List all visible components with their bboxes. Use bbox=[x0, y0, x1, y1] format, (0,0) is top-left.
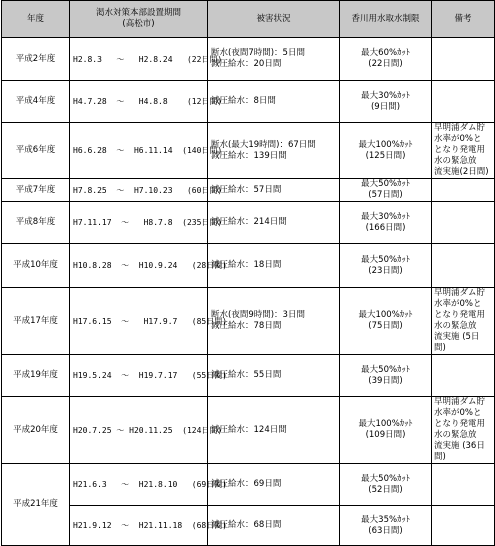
status-cell bbox=[208, 179, 340, 202]
note-cell bbox=[432, 123, 495, 179]
status-line: 減圧給水：69日間 bbox=[211, 479, 282, 489]
table-row bbox=[2, 244, 495, 288]
note-cell bbox=[432, 179, 495, 202]
header-limit: 香川用水取水制限 bbox=[340, 1, 432, 38]
status-cell bbox=[208, 506, 340, 546]
note-cell bbox=[432, 464, 495, 506]
header-year: 年度 bbox=[2, 1, 70, 38]
period-cell: H19.5.24 ～ H19.7.17 (55日間) bbox=[70, 355, 208, 397]
status-line: 減圧給水：139日間 bbox=[211, 150, 287, 161]
status-cell bbox=[208, 123, 340, 179]
table-row bbox=[2, 355, 495, 397]
period-cell: H7.8.25 ～ H7.10.23 (60日間) bbox=[70, 179, 208, 202]
status-cell bbox=[208, 464, 340, 506]
period-cell: H6.6.28 ～ H6.11.14 (140日間) bbox=[70, 123, 208, 179]
note-line: 流実施 (36日間) bbox=[434, 441, 485, 462]
note-cell bbox=[432, 397, 495, 464]
year-cell: 平成7年度 bbox=[2, 179, 70, 202]
limit-max: 最大30%ｶｯﾄ bbox=[361, 90, 410, 101]
note-line: となり発電用水の緊急放 bbox=[434, 310, 486, 331]
limit-cell bbox=[340, 81, 432, 123]
note-line: 流実施 (5日間) bbox=[434, 332, 480, 353]
limit-cell bbox=[340, 179, 432, 202]
status-line: 減圧給水：57日間 bbox=[211, 184, 282, 195]
status-cell bbox=[208, 202, 340, 244]
limit-days: (63日間) bbox=[368, 525, 403, 536]
table-row bbox=[2, 38, 495, 81]
period-cell: H10.8.28 ～ H10.9.24 (28日間) bbox=[70, 244, 208, 288]
limit-cell bbox=[340, 38, 432, 81]
limit-days: (109日間) bbox=[365, 430, 406, 440]
year-cell: 平成6年度 bbox=[2, 123, 70, 179]
status-line: 減圧給水：68日間 bbox=[211, 520, 282, 530]
status-line: 減圧給水：55日間 bbox=[211, 370, 282, 380]
table-row bbox=[2, 464, 495, 506]
limit-days: (22日間) bbox=[368, 59, 403, 69]
table-row bbox=[2, 202, 495, 244]
table-header-row bbox=[2, 1, 495, 38]
year-cell: 平成4年度 bbox=[2, 81, 70, 123]
status-cell bbox=[208, 397, 340, 464]
header-period bbox=[70, 1, 208, 38]
limit-max: 最大50%ｶｯﾄ bbox=[361, 179, 410, 189]
limit-cell bbox=[340, 397, 432, 464]
table-row bbox=[2, 397, 495, 464]
limit-cell bbox=[340, 288, 432, 355]
limit-max: 最大100%ｶｯﾄ bbox=[358, 310, 413, 320]
limit-cell bbox=[340, 355, 432, 397]
year-cell: 平成2年度 bbox=[2, 38, 70, 81]
table-row bbox=[2, 179, 495, 202]
limit-max: 最大60%ｶｯﾄ bbox=[361, 48, 410, 58]
status-line: 減圧給水：8日間 bbox=[211, 96, 276, 106]
note-line: となり発電用水の緊急放 bbox=[434, 145, 486, 166]
table-row bbox=[2, 288, 495, 355]
limit-days: (125日間) bbox=[365, 150, 406, 161]
note-line: となり発電用水の緊急放 bbox=[434, 419, 486, 440]
limit-cell bbox=[340, 506, 432, 546]
limit-max: 最大50%ｶｯﾄ bbox=[361, 254, 410, 265]
table-row bbox=[2, 123, 495, 179]
note-cell bbox=[432, 202, 495, 244]
header-status: 被害状況 bbox=[208, 1, 340, 38]
limit-days: (57日間) bbox=[368, 190, 403, 200]
year-cell: 平成17年度 bbox=[2, 288, 70, 355]
limit-max: 最大30%ｶｯﾄ bbox=[361, 211, 410, 222]
year-cell: 平成21年度 bbox=[2, 464, 70, 546]
note-cell bbox=[432, 38, 495, 81]
limit-max: 最大100%ｶｯﾄ bbox=[358, 419, 413, 429]
note-cell bbox=[432, 81, 495, 123]
limit-cell bbox=[340, 244, 432, 288]
note-cell bbox=[432, 288, 495, 355]
status-cell bbox=[208, 38, 340, 81]
status-cell bbox=[208, 244, 340, 288]
limit-max: 最大35%ｶｯﾄ bbox=[361, 514, 410, 525]
limit-days: (39日間) bbox=[368, 375, 403, 386]
note-line: 早明浦ダム貯水率が0%と bbox=[434, 123, 486, 144]
period-cell: H21.6.3 ～ H21.8.10 (69日間) bbox=[70, 464, 208, 506]
period-cell: H17.6.15 ～ H17.9.7 (85日間) bbox=[70, 288, 208, 355]
limit-days: (9日間) bbox=[370, 101, 401, 112]
status-line: 断水(最大19時間)：67日間 bbox=[211, 139, 316, 150]
period-cell: H2.8.3 ～ H2.8.24 (22日間) bbox=[70, 38, 208, 81]
header-period-line-1: 渇水対策本部設置期間 bbox=[95, 8, 181, 18]
period-cell: H4.7.28 ～ H4.8.8 (12日間) bbox=[70, 81, 208, 123]
status-line: 減圧給水：78日間 bbox=[211, 321, 282, 331]
limit-days: (23日間) bbox=[368, 265, 403, 276]
year-cell: 平成8年度 bbox=[2, 202, 70, 244]
limit-cell bbox=[340, 202, 432, 244]
note-line: 早明浦ダム貯水率が0%と bbox=[434, 288, 486, 309]
status-line: 減圧給水：124日間 bbox=[211, 424, 287, 435]
limit-days: (166日間) bbox=[365, 222, 406, 233]
period-cell: H20.7.25 ～ H20.11.25 (124日間) bbox=[70, 397, 208, 464]
limit-days: (75日間) bbox=[368, 321, 403, 331]
status-line: 減圧給水：18日間 bbox=[211, 260, 282, 270]
table-row bbox=[2, 81, 495, 123]
limit-max: 最大50%ｶｯﾄ bbox=[361, 364, 410, 375]
status-cell bbox=[208, 288, 340, 355]
status-line: 断水(夜間9時間)：3日間 bbox=[211, 310, 305, 320]
limit-max: 最大50%ｶｯﾄ bbox=[361, 473, 410, 484]
limit-cell bbox=[340, 123, 432, 179]
note-line: 早明浦ダム貯水率が0%と bbox=[434, 397, 486, 418]
header-period-line-2: (高松市) bbox=[122, 19, 155, 29]
year-cell: 平成20年度 bbox=[2, 397, 70, 464]
status-line: 断水(夜間7時間)：5日間 bbox=[211, 48, 305, 58]
period-cell: H21.9.12 ～ H21.11.18 (68日間) bbox=[70, 506, 208, 546]
note-cell bbox=[432, 244, 495, 288]
table-row bbox=[2, 506, 495, 546]
status-cell bbox=[208, 355, 340, 397]
limit-max: 最大100%ｶｯﾄ bbox=[358, 139, 413, 150]
limit-cell bbox=[340, 464, 432, 506]
header-note: 備考 bbox=[432, 1, 495, 38]
status-line: 減圧給水：20日間 bbox=[211, 59, 282, 69]
period-cell: H7.11.17 ～ H8.7.8 (235日間) bbox=[70, 202, 208, 244]
note-cell bbox=[432, 355, 495, 397]
note-cell bbox=[432, 506, 495, 546]
year-cell: 平成10年度 bbox=[2, 244, 70, 288]
status-cell bbox=[208, 81, 340, 123]
status-line: 減圧給水：214日間 bbox=[211, 217, 287, 227]
note-line: 流実施(2日間) bbox=[434, 167, 489, 177]
limit-days: (52日間) bbox=[368, 484, 403, 495]
year-cell: 平成19年度 bbox=[2, 355, 70, 397]
drought-history-table bbox=[1, 0, 495, 546]
